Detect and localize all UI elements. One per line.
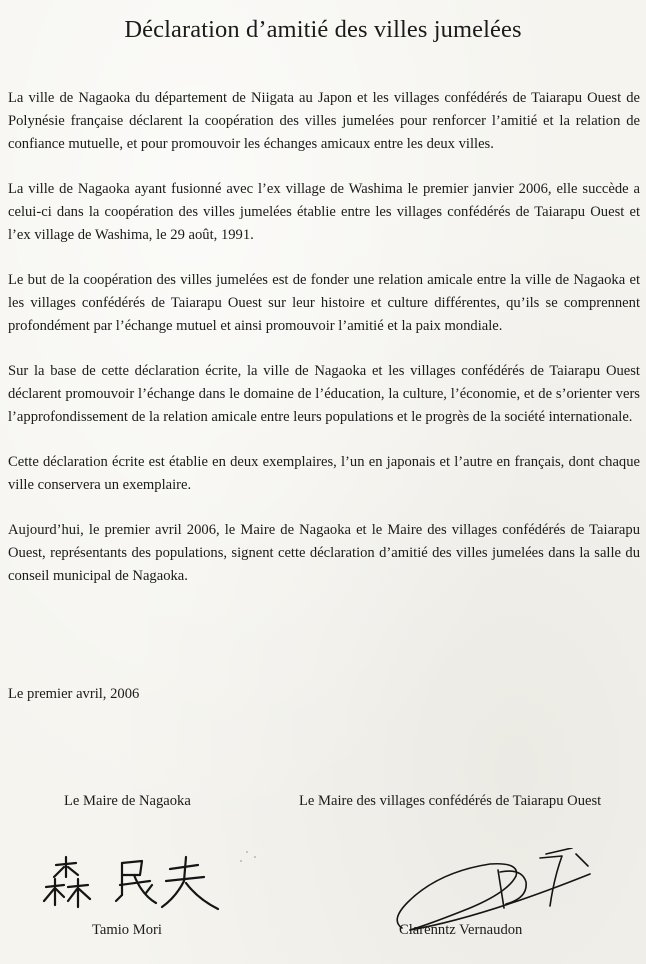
paper-speck [240, 860, 242, 862]
signing-date: Le premier avril, 2006 [8, 686, 140, 702]
paragraph-1: La ville de Nagaoka du département de Niigata au Japon et les villages confédérés de Taiarapu Ouest de Polynésie française déclarent la coopération des villes jumelées pour renforcer l’amitié et la relation de confiance mutuelle, et pour promouvoir les échanges amicaux entre les deux villes. [8, 90, 640, 152]
paragraph-3: Le but de la coopération des villes jumelées est de fonder une relation amicale entre la ville de Nagaoka et les villages confédérés de Taiarapu Ouest sur leur histoire et culture différentes, qu’ils se comprennent profondément par l’échange mutuel et ainsi promouvoir l’amitié et la paix mondiale. [8, 272, 640, 334]
paragraph-4: Sur la base de cette déclaration écrite, la ville de Nagaoka et les villages confédérés de Taiarapu Ouest déclarent promouvoir l’échange dans le domaine de l’éducation, la culture, l’économie, et de s’orienter vers l’approfondissement de la relation amicale entre leurs populations et le progrès de la société internationale. [8, 363, 640, 425]
paragraph-2: La ville de Nagaoka ayant fusionné avec l’ex village de Washima le premier janvier 2006, elle succède a celui-ci dans la coopération des villes jumelées établie entre les villages confédérés de Taiarapu Ouest et l’ex village de Washima, le 29 août, 1991. [8, 181, 640, 243]
handwritten-signature-vernaudon [390, 848, 605, 933]
right-signatory-name: Clarenntz Vernaudon [399, 922, 523, 938]
left-signatory-title: Le Maire de Nagaoka [64, 793, 191, 809]
paragraph-5: Cette déclaration écrite est établie en deux exemplaires, l’un en japonais et l’autre en français, dont chaque ville conservera un exemplaire. [8, 454, 640, 493]
handwritten-signature-mori [42, 855, 232, 915]
document-body [8, 87, 640, 610]
left-signatory-name: Tamio Mori [92, 922, 162, 938]
paragraph-6: Aujourd’hui, le premier avril 2006, le Maire de Nagaoka et le Maire des villages confédérés de Taiarapu Ouest, représentants des populations, signent cette déclaration d’amitié des villes jumelées dans la salle du conseil municipal de Nagaoka. [8, 522, 640, 584]
document-title: Déclaration d’amitié des villes jumelées [124, 16, 522, 43]
paper-speck [246, 851, 248, 853]
right-signatory-title: Le Maire des villages confédérés de Taiarapu Ouest [299, 793, 602, 809]
paper-speck [254, 856, 256, 858]
